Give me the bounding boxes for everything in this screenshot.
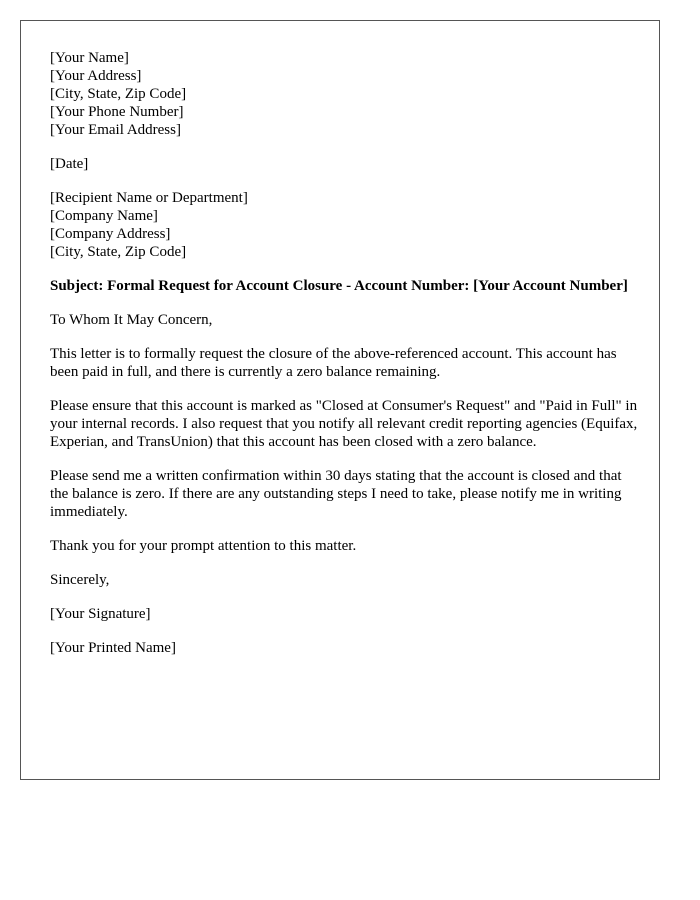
signature: [Your Signature] [50, 606, 151, 622]
closing: Sincerely, [50, 572, 110, 588]
sender-email: [Your Email Address] [50, 122, 181, 138]
letter-date: [Date] [50, 156, 89, 172]
recipient-name: [Recipient Name or Department] [50, 190, 248, 206]
date-block [50, 155, 640, 173]
salutation: To Whom It May Concern, [50, 312, 213, 328]
sender-phone: [Your Phone Number] [50, 104, 184, 120]
body-paragraph-3: Please send me a written confirmation within 30 days stating that the account is closed and that the balance is zero. If there are any outstanding steps I need to take, please notify me in writing immediately. [50, 468, 622, 520]
sender-name: [Your Name] [50, 50, 129, 66]
recipient-company: [Company Name] [50, 208, 158, 224]
recipient-city-state-zip: [City, State, Zip Code] [50, 244, 187, 260]
sender-address: [Your Address] [50, 68, 142, 84]
subject-line: Subject: Formal Request for Account Closure - Account Number: [Your Account Number] [50, 278, 628, 294]
sender-city-state-zip: [City, State, Zip Code] [50, 86, 187, 102]
body-paragraph-2: Please ensure that this account is marked as "Closed at Consumer's Request" and "Paid in Full" in your internal records. I also request that you notify all relevant credit reporting agencies (Equifax, Experian, and TransUnion) that this account has been closed with a zero balance. [50, 398, 638, 450]
body-paragraph-1: This letter is to formally request the closure of the above-referenced account. This account has been paid in full, and there is currently a zero balance remaining. [50, 346, 617, 380]
recipient-block [50, 189, 640, 261]
printed-name: [Your Printed Name] [50, 640, 176, 656]
recipient-address: [Company Address] [50, 226, 171, 242]
sender-block [50, 49, 640, 139]
body-paragraph-4: Thank you for your prompt attention to this matter. [50, 538, 357, 554]
letter-body [50, 49, 640, 673]
letter-page [20, 20, 660, 780]
